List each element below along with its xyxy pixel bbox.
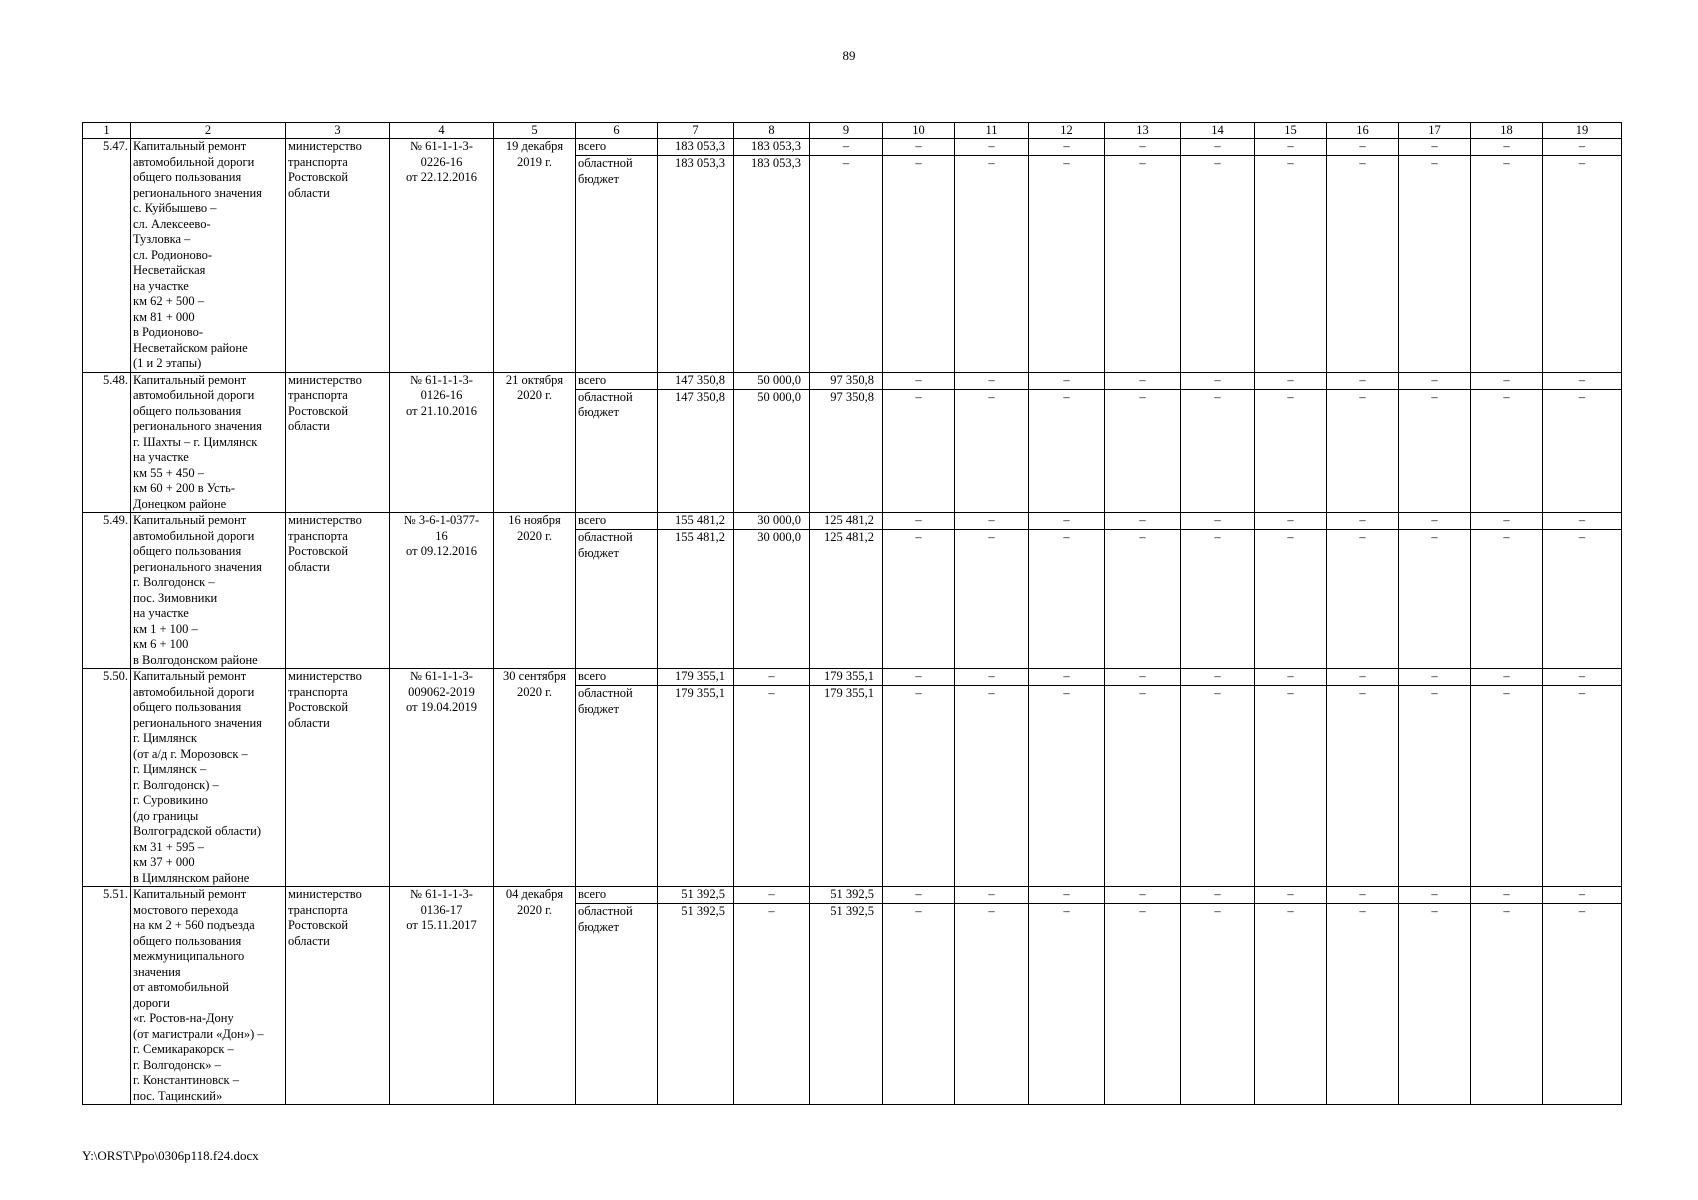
amount-cell: 183 053,3 xyxy=(734,139,810,156)
contract-number: № 61-1-1-3- 0136-17 от 15.11.2017 xyxy=(390,887,494,1105)
amount-cell: – xyxy=(883,686,955,887)
amount-cell: 30 000,0 xyxy=(734,530,810,669)
amount-cell: – xyxy=(1399,686,1471,887)
column-number-cell: 8 xyxy=(734,123,810,139)
page-number: 89 xyxy=(842,48,856,63)
amount-cell: 179 355,1 xyxy=(658,669,734,686)
amount-cell: – xyxy=(883,372,955,389)
table-row xyxy=(83,513,1622,530)
amount-cell: – xyxy=(1181,686,1255,887)
funding-source: всего xyxy=(576,372,658,389)
amount-cell: – xyxy=(1105,669,1181,686)
amount-cell: – xyxy=(1399,372,1471,389)
amount-cell: – xyxy=(1255,372,1327,389)
row-number: 5.50. xyxy=(83,669,131,887)
amount-cell: 51 392,5 xyxy=(810,904,883,1105)
amount-cell: – xyxy=(1543,530,1622,669)
amount-cell: 97 350,8 xyxy=(810,372,883,389)
amount-cell: – xyxy=(1255,904,1327,1105)
amount-cell: – xyxy=(883,887,955,904)
amount-cell: 183 053,3 xyxy=(734,156,810,373)
amount-cell: – xyxy=(1181,669,1255,686)
column-number-cell: 1 xyxy=(83,123,131,139)
executor: министерство транспорта Ростовской области xyxy=(286,372,390,513)
amount-cell: – xyxy=(955,372,1029,389)
funding-source: областной бюджет xyxy=(576,530,658,669)
funding-source: областной бюджет xyxy=(576,156,658,373)
funding-source: всего xyxy=(576,139,658,156)
amount-cell: – xyxy=(734,904,810,1105)
amount-cell: – xyxy=(1327,372,1399,389)
column-number-cell: 11 xyxy=(955,123,1029,139)
amount-cell: – xyxy=(1029,887,1105,904)
column-number-cell: 9 xyxy=(810,123,883,139)
amount-cell: – xyxy=(1471,530,1543,669)
column-number-cell: 18 xyxy=(1471,123,1543,139)
funding-source: всего xyxy=(576,887,658,904)
column-number-cell: 19 xyxy=(1543,123,1622,139)
amount-cell: – xyxy=(1543,389,1622,513)
amount-cell: – xyxy=(955,530,1029,669)
amount-cell: – xyxy=(1181,389,1255,513)
amount-cell: – xyxy=(1543,669,1622,686)
contract-number: № 61-1-1-3- 0226-16 от 22.12.2016 xyxy=(390,139,494,373)
amount-cell: – xyxy=(734,686,810,887)
amount-cell: – xyxy=(1399,530,1471,669)
amount-cell: – xyxy=(1105,139,1181,156)
amount-cell: – xyxy=(883,904,955,1105)
amount-cell: – xyxy=(1181,887,1255,904)
amount-cell: 179 355,1 xyxy=(658,686,734,887)
object-description: Капитальный ремонт автомобильной дороги общего пользования регионального значения г. Цимлянск (от а/д г. Морозовск – г. Цимлянск – г. Волгодонск) – г. Суровикино (до границы Волгоградской области) км 31 + 595 – км 37 + 000 в Цимлянском районе xyxy=(131,669,286,887)
amount-cell: – xyxy=(1399,904,1471,1105)
amount-cell: – xyxy=(955,513,1029,530)
executor: министерство транспорта Ростовской области xyxy=(286,139,390,373)
amount-cell: – xyxy=(1471,372,1543,389)
funding-source: всего xyxy=(576,513,658,530)
amount-cell: 125 481,2 xyxy=(810,530,883,669)
completion-date: 30 сентября 2020 г. xyxy=(494,669,576,887)
amount-cell: – xyxy=(1543,513,1622,530)
amount-cell: 51 392,5 xyxy=(658,887,734,904)
amount-cell: – xyxy=(1181,530,1255,669)
table-row xyxy=(83,372,1622,389)
funding-source: всего xyxy=(576,669,658,686)
completion-date: 19 декабря 2019 г. xyxy=(494,139,576,373)
amount-cell: – xyxy=(1471,887,1543,904)
amount-cell: 30 000,0 xyxy=(734,513,810,530)
amount-cell: – xyxy=(734,669,810,686)
column-number-cell: 13 xyxy=(1105,123,1181,139)
amount-cell: – xyxy=(1181,156,1255,373)
amount-cell: – xyxy=(1327,389,1399,513)
amount-cell: 179 355,1 xyxy=(810,686,883,887)
amount-cell: 50 000,0 xyxy=(734,389,810,513)
amount-cell: – xyxy=(1543,156,1622,373)
table-row xyxy=(83,669,1622,686)
amount-cell: – xyxy=(955,389,1029,513)
amount-cell: – xyxy=(1543,686,1622,887)
object-description: Капитальный ремонт автомобильной дороги общего пользования регионального значения г. Волгодонск – пос. Зимовники на участке км 1 + 100 – км 6 + 100 в Волгодонском районе xyxy=(131,513,286,669)
amount-cell: – xyxy=(955,887,1029,904)
contract-number: № 61-1-1-3- 0126-16 от 21.10.2016 xyxy=(390,372,494,513)
amount-cell: – xyxy=(883,513,955,530)
amount-cell: – xyxy=(1029,904,1105,1105)
object-description: Капитальный ремонт мостового перехода на км 2 + 560 подъезда общего пользования межмуниципального значения от автомобильной дороги «г. Ростов-на-Дону (от магистрали «Дон») – г. Семикаракорск – г. Волгодонск» – г. Константиновск – пос. Тацинский» xyxy=(131,887,286,1105)
amount-cell: – xyxy=(1399,513,1471,530)
funding-source: областной бюджет xyxy=(576,904,658,1105)
amount-cell: – xyxy=(1327,156,1399,373)
executor: министерство транспорта Ростовской области xyxy=(286,513,390,669)
column-number-cell: 10 xyxy=(883,123,955,139)
amount-cell: – xyxy=(1181,139,1255,156)
amount-cell: – xyxy=(1471,686,1543,887)
completion-date: 04 декабря 2020 г. xyxy=(494,887,576,1105)
amount-cell: – xyxy=(1327,887,1399,904)
amount-cell: – xyxy=(1471,669,1543,686)
amount-cell: – xyxy=(1029,686,1105,887)
column-number-row xyxy=(83,123,1622,139)
amount-cell: – xyxy=(883,530,955,669)
file-path-footer: Y:\ORST\Ppo\0306p118.f24.docx xyxy=(82,1148,259,1163)
amount-cell: – xyxy=(1255,389,1327,513)
contract-number: № 61-1-1-3- 009062-2019 от 19.04.2019 xyxy=(390,669,494,887)
amount-cell: 97 350,8 xyxy=(810,389,883,513)
row-number: 5.47. xyxy=(83,139,131,373)
amount-cell: – xyxy=(1255,513,1327,530)
amount-cell: – xyxy=(1105,372,1181,389)
table-row xyxy=(83,139,1622,156)
amount-cell: – xyxy=(1543,904,1622,1105)
executor: министерство транспорта Ростовской области xyxy=(286,669,390,887)
amount-cell: – xyxy=(1255,887,1327,904)
column-number-cell: 5 xyxy=(494,123,576,139)
amount-cell: – xyxy=(734,887,810,904)
amount-cell: – xyxy=(1029,669,1105,686)
column-number-cell: 7 xyxy=(658,123,734,139)
amount-cell: – xyxy=(1029,139,1105,156)
amount-cell: – xyxy=(1029,530,1105,669)
amount-cell: – xyxy=(955,156,1029,373)
amount-cell: 183 053,3 xyxy=(658,156,734,373)
column-number-cell: 2 xyxy=(131,123,286,139)
object-description: Капитальный ремонт автомобильной дороги общего пользования регионального значения с. Куйбышево – сл. Алексеево- Тузловка – сл. Родионово- Несветайская на участке км 62 + 500 – км 81 + 000 в Родионово- Несветайском районе (1 и 2 этапы) xyxy=(131,139,286,373)
amount-cell: – xyxy=(1105,156,1181,373)
amount-cell: – xyxy=(1255,156,1327,373)
column-number-cell: 6 xyxy=(576,123,658,139)
amount-cell: – xyxy=(1327,513,1399,530)
amount-cell: – xyxy=(1181,513,1255,530)
contract-number: № 3-6-1-0377- 16 от 09.12.2016 xyxy=(390,513,494,669)
amount-cell: – xyxy=(1399,887,1471,904)
amount-cell: – xyxy=(1029,156,1105,373)
amount-cell: – xyxy=(1029,389,1105,513)
amount-cell: – xyxy=(1399,156,1471,373)
row-number: 5.49. xyxy=(83,513,131,669)
amount-cell: – xyxy=(1255,669,1327,686)
amount-cell: – xyxy=(883,389,955,513)
amount-cell: – xyxy=(1471,156,1543,373)
column-number-cell: 4 xyxy=(390,123,494,139)
row-number: 5.48. xyxy=(83,372,131,513)
amount-cell: – xyxy=(955,686,1029,887)
object-description: Капитальный ремонт автомобильной дороги общего пользования регионального значения г. Шахты – г. Цимлянск на участке км 55 + 450 – км 60 + 200 в Усть- Донецком районе xyxy=(131,372,286,513)
completion-date: 21 октября 2020 г. xyxy=(494,372,576,513)
amount-cell: – xyxy=(883,156,955,373)
amount-cell: – xyxy=(1471,904,1543,1105)
amount-cell: – xyxy=(1327,669,1399,686)
amount-cell: – xyxy=(1471,513,1543,530)
column-number-cell: 17 xyxy=(1399,123,1471,139)
amount-cell: – xyxy=(1181,372,1255,389)
amount-cell: – xyxy=(883,139,955,156)
amount-cell: 147 350,8 xyxy=(658,389,734,513)
amount-cell: – xyxy=(1327,686,1399,887)
column-number-cell: 14 xyxy=(1181,123,1255,139)
column-number-cell: 16 xyxy=(1327,123,1399,139)
amount-cell: – xyxy=(810,139,883,156)
amount-cell: – xyxy=(1327,139,1399,156)
column-number-cell: 12 xyxy=(1029,123,1105,139)
amount-cell: – xyxy=(1471,139,1543,156)
amount-cell: 179 355,1 xyxy=(810,669,883,686)
amount-cell: – xyxy=(1105,904,1181,1105)
amount-cell: – xyxy=(1543,139,1622,156)
amount-cell: – xyxy=(810,156,883,373)
amount-cell: – xyxy=(1105,530,1181,669)
amount-cell: – xyxy=(1029,513,1105,530)
amount-cell: – xyxy=(1399,669,1471,686)
amount-cell: 51 392,5 xyxy=(658,904,734,1105)
amount-cell: – xyxy=(955,139,1029,156)
completion-date: 16 ноября 2020 г. xyxy=(494,513,576,669)
row-number: 5.51. xyxy=(83,887,131,1105)
amount-cell: 50 000,0 xyxy=(734,372,810,389)
amount-cell: – xyxy=(1105,389,1181,513)
amount-cell: – xyxy=(1255,139,1327,156)
amount-cell: – xyxy=(1105,686,1181,887)
amount-cell: 183 053,3 xyxy=(658,139,734,156)
amount-cell: – xyxy=(1471,389,1543,513)
amount-cell: – xyxy=(1543,887,1622,904)
amount-cell: – xyxy=(1399,389,1471,513)
amount-cell: – xyxy=(1105,513,1181,530)
amount-cell: – xyxy=(1105,887,1181,904)
amount-cell: – xyxy=(883,669,955,686)
amount-cell: 125 481,2 xyxy=(810,513,883,530)
table-row xyxy=(83,887,1622,904)
amount-cell: 155 481,2 xyxy=(658,513,734,530)
amount-cell: 147 350,8 xyxy=(658,372,734,389)
amount-cell: – xyxy=(955,904,1029,1105)
amount-cell: – xyxy=(1399,139,1471,156)
amount-cell: – xyxy=(1255,530,1327,669)
amount-cell: 51 392,5 xyxy=(810,887,883,904)
program-table xyxy=(82,122,1622,1105)
amount-cell: – xyxy=(1543,372,1622,389)
column-number-cell: 3 xyxy=(286,123,390,139)
funding-source: областной бюджет xyxy=(576,389,658,513)
amount-cell: – xyxy=(1327,904,1399,1105)
funding-source: областной бюджет xyxy=(576,686,658,887)
amount-cell: – xyxy=(1181,904,1255,1105)
amount-cell: – xyxy=(1327,530,1399,669)
executor: министерство транспорта Ростовской области xyxy=(286,887,390,1105)
amount-cell: – xyxy=(1255,686,1327,887)
amount-cell: – xyxy=(955,669,1029,686)
amount-cell: 155 481,2 xyxy=(658,530,734,669)
amount-cell: – xyxy=(1029,372,1105,389)
column-number-cell: 15 xyxy=(1255,123,1327,139)
